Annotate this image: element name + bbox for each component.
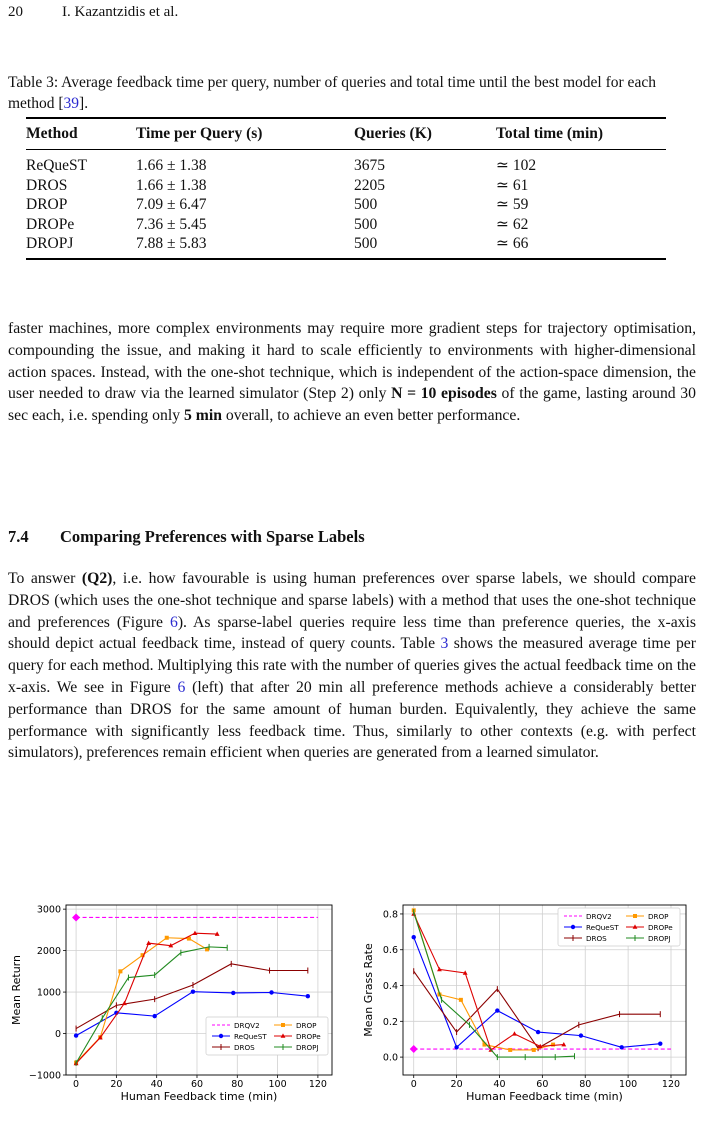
para2-text-2: , i.e. how favourable is using human preferences over sparse labels, we should compare DROS (which uses the one-shot technique and sparse labels) with a method that uses the one-shot technique and preferences (Figure [8, 570, 696, 631]
y-tick-label: 2000 [36, 946, 61, 958]
para2-text-1: To answer [8, 570, 82, 587]
data-point [165, 936, 169, 940]
legend-label: ReQueST [234, 1032, 267, 1041]
table-cell: ≃ 59 [496, 196, 529, 213]
running-header [8, 4, 178, 21]
table-row [26, 234, 666, 259]
series-line [414, 912, 575, 1057]
table-row [26, 176, 666, 196]
legend-label: DROP [648, 912, 669, 921]
para1-text-b: of the game, lasting around 30 sec each, i.e. spending only [8, 385, 696, 425]
data-point [118, 969, 122, 973]
series-line [414, 971, 661, 1048]
x-tick-label: 0 [410, 1079, 417, 1090]
data-point [571, 925, 575, 929]
x-axis-label: Human Feedback time (min) [120, 1090, 278, 1103]
y-tick-label: 0.8 [382, 909, 398, 921]
x-tick-label: 80 [231, 1079, 244, 1090]
series-drop [412, 908, 555, 1052]
table-cell: ≃ 62 [496, 215, 529, 233]
legend-label: DROS [586, 934, 607, 943]
data-point [152, 1014, 156, 1018]
para2-bold-q2: (Q2) [81, 570, 113, 587]
table-cell: DROPJ [26, 234, 136, 259]
table-cell: ≃ 61 [496, 176, 529, 194]
caption-text: Table 3: Average feedback time per query, number of queries and total time until the best model for each method [ [8, 74, 656, 112]
y-tick-label: 3000 [36, 904, 61, 916]
para1-text-a: faster machines, more complex environments may require more gradient steps for trajectory optimisation, compounding the issue, and making it hard to scale efficiently to environments with higher-dimensional action spaces. Instead, with the one-shot technique, which is independent of the action-space dimension, the user needed to draw via the learned simulator (Step 2) only [8, 320, 696, 403]
running-title: I. Kazantzidis et al. [62, 4, 179, 20]
data-point [122, 1001, 127, 1005]
figure-ref-link[interactable]: 6 [169, 613, 178, 631]
legend-label: DROS [234, 1043, 255, 1052]
table-cell: 2205 [354, 176, 385, 194]
data-point [579, 1033, 583, 1037]
data-point [306, 994, 310, 998]
figure-charts [0, 895, 704, 1105]
legend [206, 1017, 328, 1055]
table-cell: DROP [26, 196, 68, 213]
x-tick-label: 60 [190, 1079, 204, 1090]
col-header-time: Time per Query (s) [136, 118, 354, 150]
x-tick-label: 20 [110, 1079, 123, 1090]
y-tick-label: −1000 [28, 1070, 61, 1082]
x-tick-label: 120 [308, 1079, 327, 1090]
series-dropj [76, 944, 227, 1066]
y-tick-label: 0.0 [382, 1052, 398, 1064]
data-point [619, 1045, 623, 1049]
y-axis-label: Mean Return [10, 955, 23, 1025]
para2-text-4: shows the measured average time per query for each method. Multiplying this rate with the number of queries gives the actual feedback time on the x-axis. We see in Figure [8, 635, 696, 696]
series-drop [74, 936, 209, 1065]
col-header-total: Total time (min) [496, 118, 666, 150]
page-number: 20 [8, 4, 23, 20]
citation-link[interactable]: 39 [63, 95, 80, 112]
x-tick-label: 0 [73, 1079, 80, 1090]
para2-text-3: ). As sparse-label queries require less time than preference queries, the x-axis should depict actual feedback time, instead of query counts. Table [8, 613, 696, 653]
figure-ref-link-2[interactable]: 6 [177, 678, 186, 696]
series-request [412, 935, 663, 1049]
para1-bold-episodes: N = 10 episodes [391, 385, 497, 403]
data-point [508, 1048, 512, 1052]
data-point [454, 1045, 458, 1049]
legend-label: DROPe [296, 1032, 321, 1041]
paragraph-one-shot [8, 318, 696, 427]
para2-text-5: (left) that after 20 min all preference methods achieve a considerably better performance than DROS for the same amount of human burden. Equivalently, they achieve the same performance with significantly less feedback time. Thus, similarly to other contexts (e.g. with perfect simulators), preferences remain efficient when queries are generated from a learned simulator. [8, 678, 696, 762]
y-tick-label: 0.6 [382, 945, 398, 957]
series-line [76, 947, 227, 1063]
y-tick-label: 0 [54, 1029, 61, 1041]
start-diamond [410, 1045, 418, 1053]
legend [558, 908, 680, 946]
data-point [532, 1048, 536, 1052]
y-axis-label: Mean Grass Rate [362, 943, 375, 1037]
series-dropj [414, 909, 575, 1060]
data-point [633, 914, 637, 918]
data-point [459, 998, 463, 1002]
data-point [658, 1041, 662, 1045]
table-cell: ≃ 102 [496, 157, 537, 174]
table-cell: 500 [354, 234, 496, 259]
table-cell: ReQueST [26, 157, 88, 174]
para1-text-c: overall, to achieve an even better performance. [221, 407, 521, 425]
series-dros [414, 968, 661, 1051]
y-tick-label: 0.2 [382, 1016, 398, 1028]
data-point [495, 1008, 499, 1012]
chart-mean-grass-rate [362, 905, 686, 1103]
table-cell: 500 [354, 196, 378, 213]
data-point [536, 1030, 540, 1034]
table-cell: ≃ 66 [496, 234, 666, 259]
table-caption [8, 72, 668, 114]
table-cell: 7.88 ± 5.83 [136, 234, 354, 259]
legend-label: DROPJ [648, 934, 671, 943]
start-diamond [72, 913, 80, 921]
y-tick-label: 1000 [36, 987, 61, 999]
legend-label: DROPe [648, 923, 673, 932]
legend-label: ReQueST [586, 923, 619, 932]
x-tick-label: 100 [619, 1079, 638, 1090]
x-tick-label: 120 [661, 1079, 681, 1090]
caption-end: ]. [79, 95, 89, 112]
table-cell: 7.36 ± 5.45 [136, 215, 207, 233]
table-cell: 7.09 ± 6.47 [136, 196, 207, 213]
legend-label: DROP [296, 1021, 317, 1030]
data-point [412, 935, 416, 939]
data-point [191, 989, 195, 993]
data-point [512, 1031, 517, 1035]
para1-bold-time: 5 min [184, 407, 222, 425]
results-table [26, 117, 666, 260]
x-tick-label: 60 [536, 1079, 549, 1090]
x-tick-label: 80 [579, 1079, 592, 1090]
x-tick-label: 20 [450, 1079, 463, 1090]
table-cell: 1.66 ± 1.38 [136, 157, 207, 174]
data-point [269, 990, 273, 994]
table-row [26, 215, 666, 235]
col-header-method: Method [26, 118, 136, 150]
data-point [146, 941, 151, 945]
legend-label: DRQV2 [234, 1021, 260, 1030]
series-drope [411, 911, 566, 1051]
x-tick-label: 40 [150, 1079, 163, 1090]
col-header-queries: Queries (K) [354, 118, 496, 150]
data-point [219, 1034, 223, 1038]
x-axis-label: Human Feedback time (min) [466, 1090, 623, 1103]
y-tick-label: 0.4 [382, 981, 398, 993]
table-cell: 500 [354, 215, 378, 233]
x-tick-label: 100 [268, 1079, 287, 1090]
table-row [26, 195, 666, 215]
table-cell: 3675 [354, 157, 385, 174]
data-point [281, 1023, 285, 1027]
chart-mean-return [10, 905, 332, 1103]
section-title: Comparing Preferences with Sparse Labels [60, 527, 365, 546]
x-tick-label: 40 [493, 1079, 506, 1090]
table-cell: DROPe [26, 215, 75, 233]
section-heading [8, 527, 365, 547]
data-point [437, 967, 442, 971]
table-ref-link[interactable]: 3 [440, 635, 449, 653]
data-point [231, 991, 235, 995]
table-header-row [26, 118, 666, 150]
legend-label: DROPJ [296, 1043, 319, 1052]
paragraph-preferences [8, 568, 696, 764]
legend-label: DRQV2 [586, 912, 612, 921]
section-number: 7.4 [8, 527, 29, 546]
series-drqv2 [72, 913, 318, 921]
table-cell: 1.66 ± 1.38 [136, 176, 207, 194]
data-point [74, 1033, 78, 1037]
table-row [26, 150, 666, 176]
table-cell: DROS [26, 176, 68, 194]
